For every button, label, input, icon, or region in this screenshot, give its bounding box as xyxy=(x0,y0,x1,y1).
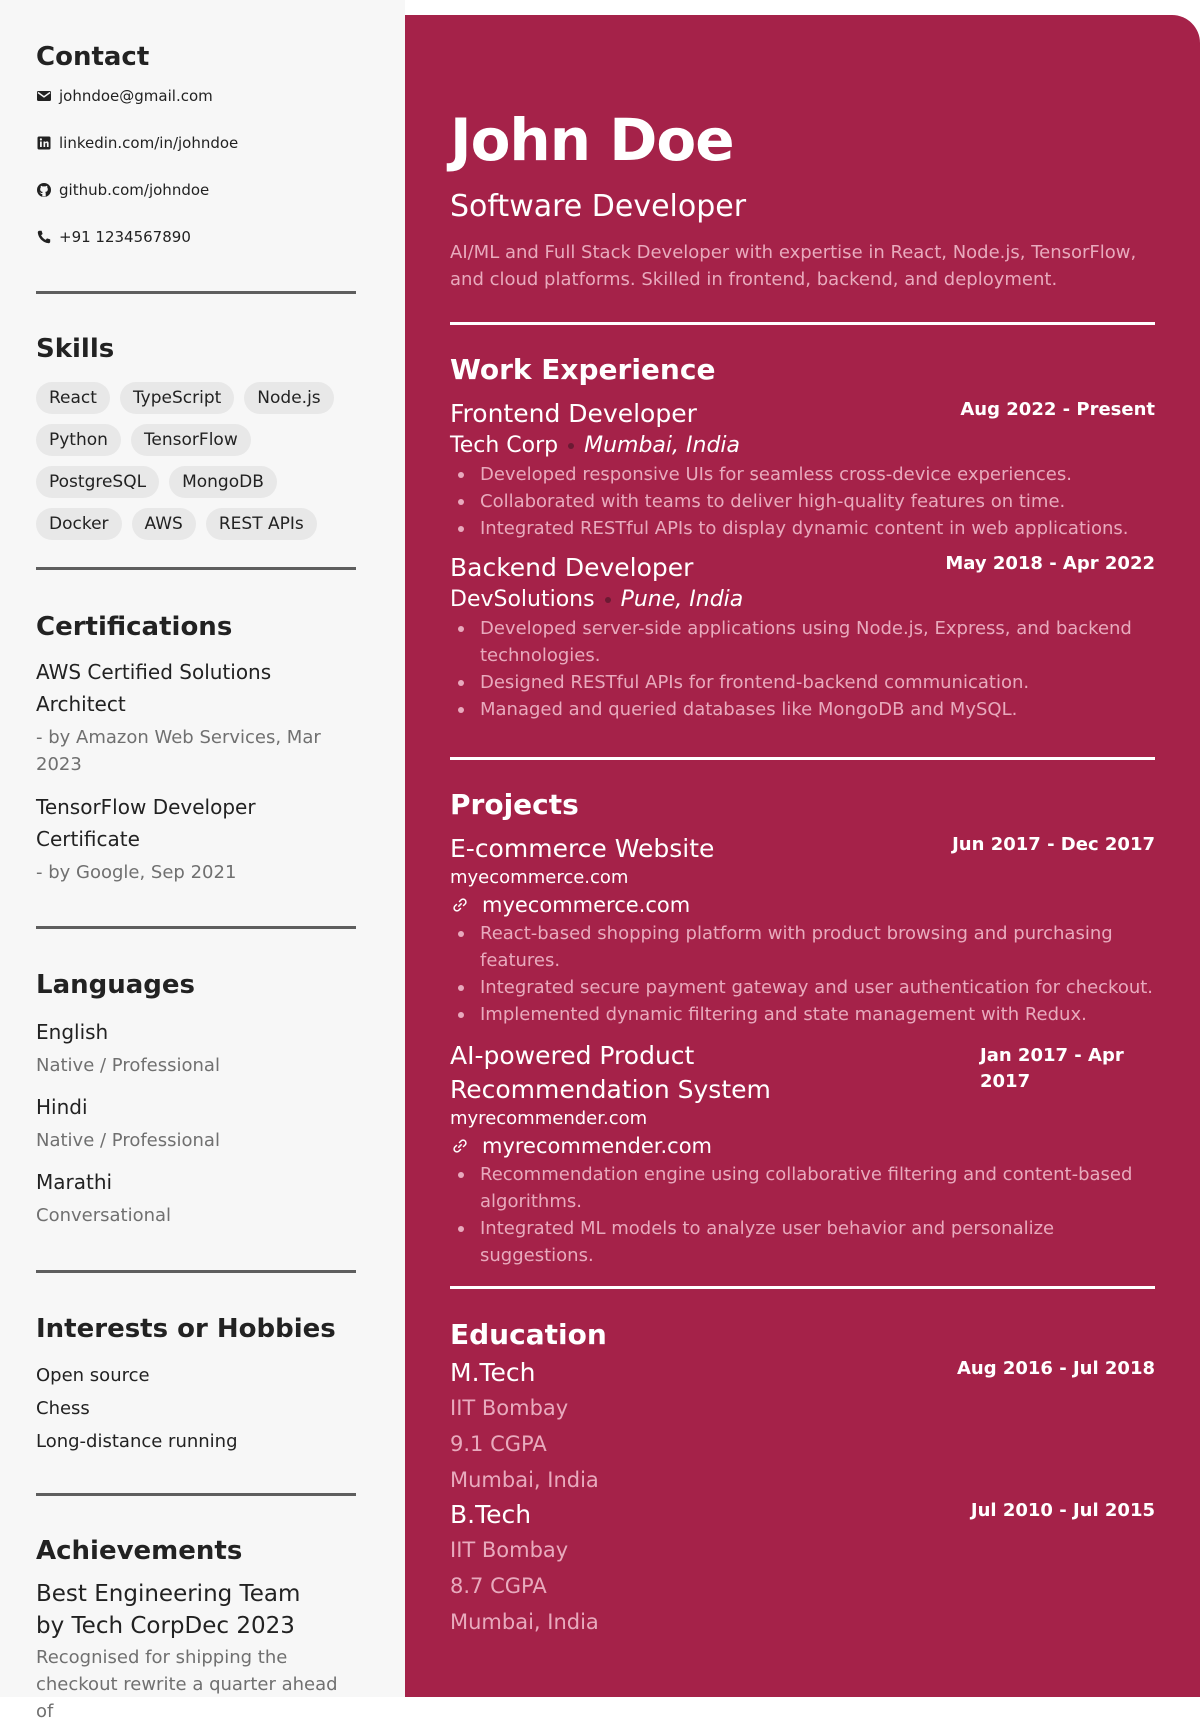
education-location: Mumbai, India xyxy=(450,1468,599,1492)
separator-dot xyxy=(568,443,574,449)
job-bullet: Collaborated with teams to deliver high-quality features on time. xyxy=(450,488,1155,515)
achievement-item xyxy=(36,1578,356,1725)
skill-chip: MongoDB xyxy=(169,466,277,498)
work-divider xyxy=(450,757,1155,760)
education-item xyxy=(450,1498,1155,1640)
hobby-item: Open source xyxy=(36,1365,150,1386)
job-dates: May 2018 - Apr 2022 xyxy=(945,553,1155,574)
language-level: Native / Professional xyxy=(36,1055,220,1076)
job-company: DevSolutions xyxy=(450,587,595,612)
hobbies-divider xyxy=(36,1493,356,1496)
education-school: IIT Bombay xyxy=(450,1396,569,1420)
education-header xyxy=(450,1498,1155,1532)
job-item xyxy=(450,551,1155,723)
job-header xyxy=(450,551,1155,585)
contact-email[interactable] xyxy=(36,85,213,107)
certification-name: TensorFlow Developer Certificate xyxy=(36,795,256,851)
project-link[interactable] xyxy=(450,1131,1155,1161)
hobby-item: Chess xyxy=(36,1398,90,1419)
certification-issuer: - by Amazon Web Services, Mar 2023 xyxy=(36,727,321,775)
project-url: myecommerce.com xyxy=(450,867,629,888)
language-level: Native / Professional xyxy=(36,1130,220,1151)
project-url: myrecommender.com xyxy=(450,1108,648,1129)
certification-name: AWS Certified Solutions Architect xyxy=(36,660,272,716)
project-link[interactable] xyxy=(450,890,1155,920)
certification-item xyxy=(36,791,356,886)
link-icon xyxy=(452,1138,468,1154)
job-bullet: Managed and queried databases like MongoDB and MySQL. xyxy=(450,696,1155,723)
job-bullet: Developed server-side applications using Node.js, Express, and backend technologies. xyxy=(450,615,1155,669)
certifications-section xyxy=(36,612,356,886)
hobbies-list xyxy=(36,1359,356,1458)
contact-divider xyxy=(36,291,356,294)
languages-heading: Languages xyxy=(36,970,196,1000)
education-dates: Aug 2016 - Jul 2018 xyxy=(956,1358,1155,1379)
project-bullet: Integrated secure payment gateway and user authentication for checkout. xyxy=(450,974,1155,1001)
hobby-item: Long-distance running xyxy=(36,1431,238,1452)
projects-divider xyxy=(450,1286,1155,1289)
project-link-text: myrecommender.com xyxy=(482,1134,712,1158)
sidebar xyxy=(0,0,405,1722)
skill-chip: Python xyxy=(36,424,121,456)
language-item xyxy=(36,1017,356,1081)
education-item xyxy=(450,1356,1155,1498)
contact-linkedin[interactable] xyxy=(36,132,238,154)
languages-section xyxy=(36,970,356,1231)
job-location: Pune, India xyxy=(620,587,744,612)
job-item xyxy=(450,397,1155,542)
project-bullet: React-based shopping platform with product browsing and purchasing features. xyxy=(450,920,1155,974)
projects-section xyxy=(450,787,1155,1269)
language-level: Conversational xyxy=(36,1205,172,1226)
job-bullet: Integrated RESTful APIs to display dynamic content in web applications. xyxy=(450,515,1155,542)
job-bullet: Developed responsive UIs for seamless cross-device experiences. xyxy=(450,461,1155,488)
project-dates: Jun 2017 - Dec 2017 xyxy=(952,834,1155,855)
project-bullets xyxy=(450,920,1155,1028)
hobbies-heading: Interests or Hobbies xyxy=(36,1314,336,1344)
job-title: Frontend Developer xyxy=(450,399,697,428)
language-name: English xyxy=(36,1020,109,1044)
achievement-issuer: by Tech CorpDec 2023 xyxy=(36,1613,295,1639)
github-icon xyxy=(36,182,52,198)
contact-phone[interactable] xyxy=(36,226,191,248)
achievements-heading: Achievements xyxy=(36,1536,243,1566)
achievement-title: Best Engineering Team xyxy=(36,1581,301,1607)
candidate-role: Software Developer xyxy=(450,189,747,224)
job-company-line xyxy=(450,585,1155,615)
contact-github-text: github.com/johndoe xyxy=(59,181,210,199)
project-bullet: Implemented dynamic filtering and state management with Redux. xyxy=(450,1001,1155,1028)
education-heading: Education xyxy=(450,1318,607,1351)
contact-email-text: johndoe@gmail.com xyxy=(59,87,213,105)
candidate-summary: AI/ML and Full Stack Developer with expertise in React, Node.js, TensorFlow, and cloud platforms. Skilled in frontend, backend, and deployment. xyxy=(450,242,1137,290)
education-section xyxy=(450,1317,1155,1640)
skill-chip: TensorFlow xyxy=(131,424,251,456)
education-location: Mumbai, India xyxy=(450,1610,599,1634)
skill-chip: TypeScript xyxy=(120,382,234,414)
skills-heading: Skills xyxy=(36,334,115,364)
resume-header xyxy=(450,105,1155,293)
skill-chip: React xyxy=(36,382,110,414)
project-link-text: myecommerce.com xyxy=(482,893,691,917)
hobbies-section xyxy=(36,1314,356,1458)
job-dates: Aug 2022 - Present xyxy=(960,399,1155,420)
contact-linkedin-text: linkedin.com/in/johndoe xyxy=(59,134,239,152)
project-bullet: Integrated ML models to analyze user behavior and personalize suggestions. xyxy=(450,1215,1155,1269)
job-header xyxy=(450,397,1155,431)
education-header xyxy=(450,1356,1155,1390)
certification-issuer: - by Google, Sep 2021 xyxy=(36,862,237,883)
skill-chip: Node.js xyxy=(244,382,333,414)
skills-divider xyxy=(36,567,356,570)
contact-phone-text: +91 1234567890 xyxy=(59,228,191,246)
header-divider xyxy=(450,322,1155,325)
contact-heading: Contact xyxy=(36,42,150,72)
language-name: Marathi xyxy=(36,1170,113,1194)
mail-icon xyxy=(36,88,52,104)
projects-heading: Projects xyxy=(450,788,579,821)
certifications-divider xyxy=(36,926,356,929)
language-item xyxy=(36,1167,356,1231)
skill-chip: PostgreSQL xyxy=(36,466,159,498)
skill-chip: Docker xyxy=(36,508,122,540)
job-location: Mumbai, India xyxy=(584,433,740,458)
project-header xyxy=(450,832,1155,866)
phone-icon xyxy=(36,229,52,245)
work-section xyxy=(450,352,1155,723)
candidate-name: John Doe xyxy=(450,106,734,174)
skills-section xyxy=(36,334,356,534)
education-grade: 9.1 CGPA xyxy=(450,1432,547,1456)
languages-divider xyxy=(36,1270,356,1273)
education-degree: B.Tech xyxy=(450,1500,532,1529)
link-icon xyxy=(452,897,468,913)
achievements-section xyxy=(36,1536,356,1725)
linkedin-icon xyxy=(36,135,52,151)
separator-dot xyxy=(605,597,611,603)
education-degree: M.Tech xyxy=(450,1358,536,1387)
project-dates: Jan 2017 - Apr 2017 xyxy=(980,1045,1124,1092)
language-item xyxy=(36,1092,356,1156)
education-grade: 8.7 CGPA xyxy=(450,1574,547,1598)
project-bullets xyxy=(450,1161,1155,1269)
skill-chip: AWS xyxy=(132,508,196,540)
skill-chip: REST APIs xyxy=(206,508,317,540)
job-bullets xyxy=(450,461,1155,542)
project-bullet: Recommendation engine using collaborative filtering and content-based algorithms. xyxy=(450,1161,1155,1215)
job-bullets xyxy=(450,615,1155,723)
project-header xyxy=(450,1039,1155,1107)
job-bullet: Designed RESTful APIs for frontend-backend communication. xyxy=(450,669,1155,696)
education-school: IIT Bombay xyxy=(450,1538,569,1562)
contact-section xyxy=(36,42,356,246)
achievement-description: Recognised for shipping the checkout rewrite a quarter ahead of xyxy=(36,1647,338,1722)
project-item xyxy=(450,1039,1155,1269)
main-panel xyxy=(405,15,1200,1697)
education-dates: Jul 2010 - Jul 2015 xyxy=(970,1500,1155,1521)
contact-github[interactable] xyxy=(36,179,209,201)
job-title: Backend Developer xyxy=(450,553,694,582)
project-title: AI-powered Product Recommendation System xyxy=(450,1041,771,1104)
job-company: Tech Corp xyxy=(450,433,559,458)
language-name: Hindi xyxy=(36,1095,88,1119)
certifications-heading: Certifications xyxy=(36,612,233,642)
job-company-line xyxy=(450,431,1155,461)
work-heading: Work Experience xyxy=(450,353,716,386)
project-item xyxy=(450,832,1155,1028)
skills-list xyxy=(36,382,356,540)
certification-item xyxy=(36,656,356,778)
project-title: E-commerce Website xyxy=(450,834,715,863)
